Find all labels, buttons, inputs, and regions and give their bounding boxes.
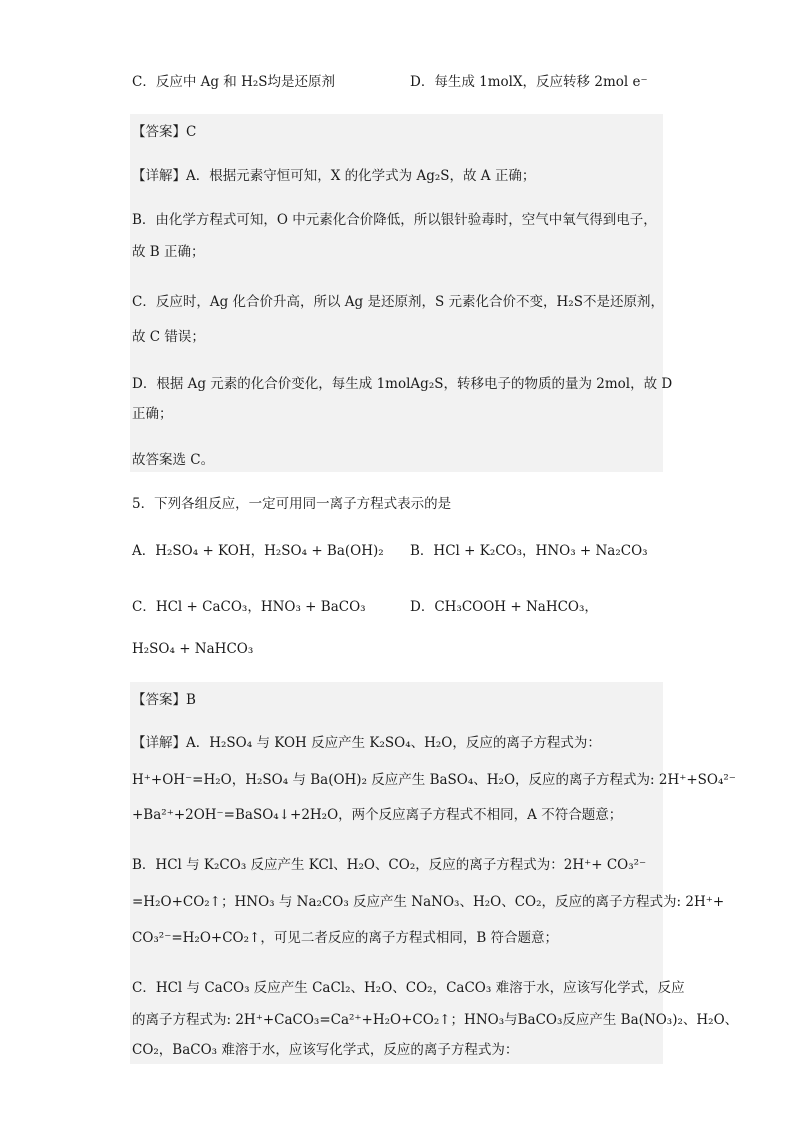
q4-option-d: D．每生成 1molX，反应转移 2mol e⁻: [410, 74, 648, 90]
q4-detail-line: 故 C 错误；: [132, 329, 205, 345]
q5-detail-line: H⁺+OH⁻=H₂O，H₂SO₄ 与 Ba(OH)₂ 反应产生 BaSO₄、H₂O，反应的离子方程式为: 2H⁺+SO₄²⁻: [132, 772, 736, 788]
q5-option-a: A．H₂SO₄ + KOH，H₂SO₄ + Ba(OH)₂: [132, 543, 384, 559]
q5-option-d-continued: H₂SO₄ + NaHCO₃: [132, 641, 254, 657]
q4-detail-line: 正确；: [132, 406, 173, 422]
q5-option-c: C．HCl + CaCO₃，HNO₃ + BaCO₃: [132, 599, 366, 615]
q5-option-d: D．CH₃COOH + NaHCO₃，: [410, 599, 598, 615]
q5-detail-line: +Ba²⁺+2OH⁻=BaSO₄↓+2H₂O，两个反应离子方程式不相同，A 不符合题意；: [132, 807, 623, 823]
q5-detail-line: CO₃²⁻=H₂O+CO₂↑，可见二者反应的离子方程式相同，B 符合题意；: [132, 930, 559, 946]
q5-detail-line: B．HCl 与 K₂CO₃ 反应产生 KCl、H₂O、CO₂，反应的离子方程式为：2H⁺+ CO₃²⁻: [132, 857, 647, 873]
q5-stem: 5．下列各组反应，一定可用同一离子方程式表示的是: [132, 496, 452, 512]
q5-answer: 【答案】B: [132, 692, 196, 708]
q5-option-b: B．HCl + K₂CO₃，HNO₃ + Na₂CO₃: [410, 543, 648, 559]
q5-detail-line: 的离子方程式为: 2H⁺+CaCO₃=Ca²⁺+H₂O+CO₂↑；HNO₃与BaCO₃反应产生 Ba(NO₃)₂、H₂O、: [132, 1012, 739, 1028]
q5-detail-line: 【详解】A．H₂SO₄ 与 KOH 反应产生 K₂SO₄、H₂O，反应的离子方程式为：: [132, 735, 601, 751]
q4-option-c: C．反应中 Ag 和 H₂S均是还原剂: [132, 74, 336, 90]
q4-detail-line: C．反应时，Ag 化合价升高，所以 Ag 是还原剂，S 元素化合价不变，H₂S不是还原剂，: [132, 294, 664, 310]
q4-detail-line: 【详解】A．根据元素守恒可知，X 的化学式为 Ag₂S，故 A 正确；: [132, 168, 536, 184]
q4-detail-line: 故 B 正确；: [132, 244, 205, 260]
q4-detail-line: 故答案选 C。: [132, 452, 215, 468]
q5-detail-line: C．HCl 与 CaCO₃ 反应产生 CaCl₂、H₂O、CO₂，CaCO₃ 难溶于水，应该写化学式，反应: [132, 980, 685, 996]
q4-detail-line: D．根据 Ag 元素的化合价变化，每生成 1molAg₂S，转移电子的物质的量为 2mol，故 D: [132, 376, 673, 392]
q5-detail-line: =H₂O+CO₂↑；HNO₃ 与 Na₂CO₃ 反应产生 NaNO₃、H₂O、CO₂，反应的离子方程式为: 2H⁺+: [132, 894, 725, 910]
q4-answer: 【答案】C: [132, 124, 197, 140]
q5-detail-line: CO₂，BaCO₃ 难溶于水，应该写化学式，反应的离子方程式为：: [132, 1042, 519, 1058]
q4-detail-line: B．由化学方程式可知，O 中元素化合价降低，所以银针验毒时，空气中氧气得到电子，: [132, 212, 657, 228]
